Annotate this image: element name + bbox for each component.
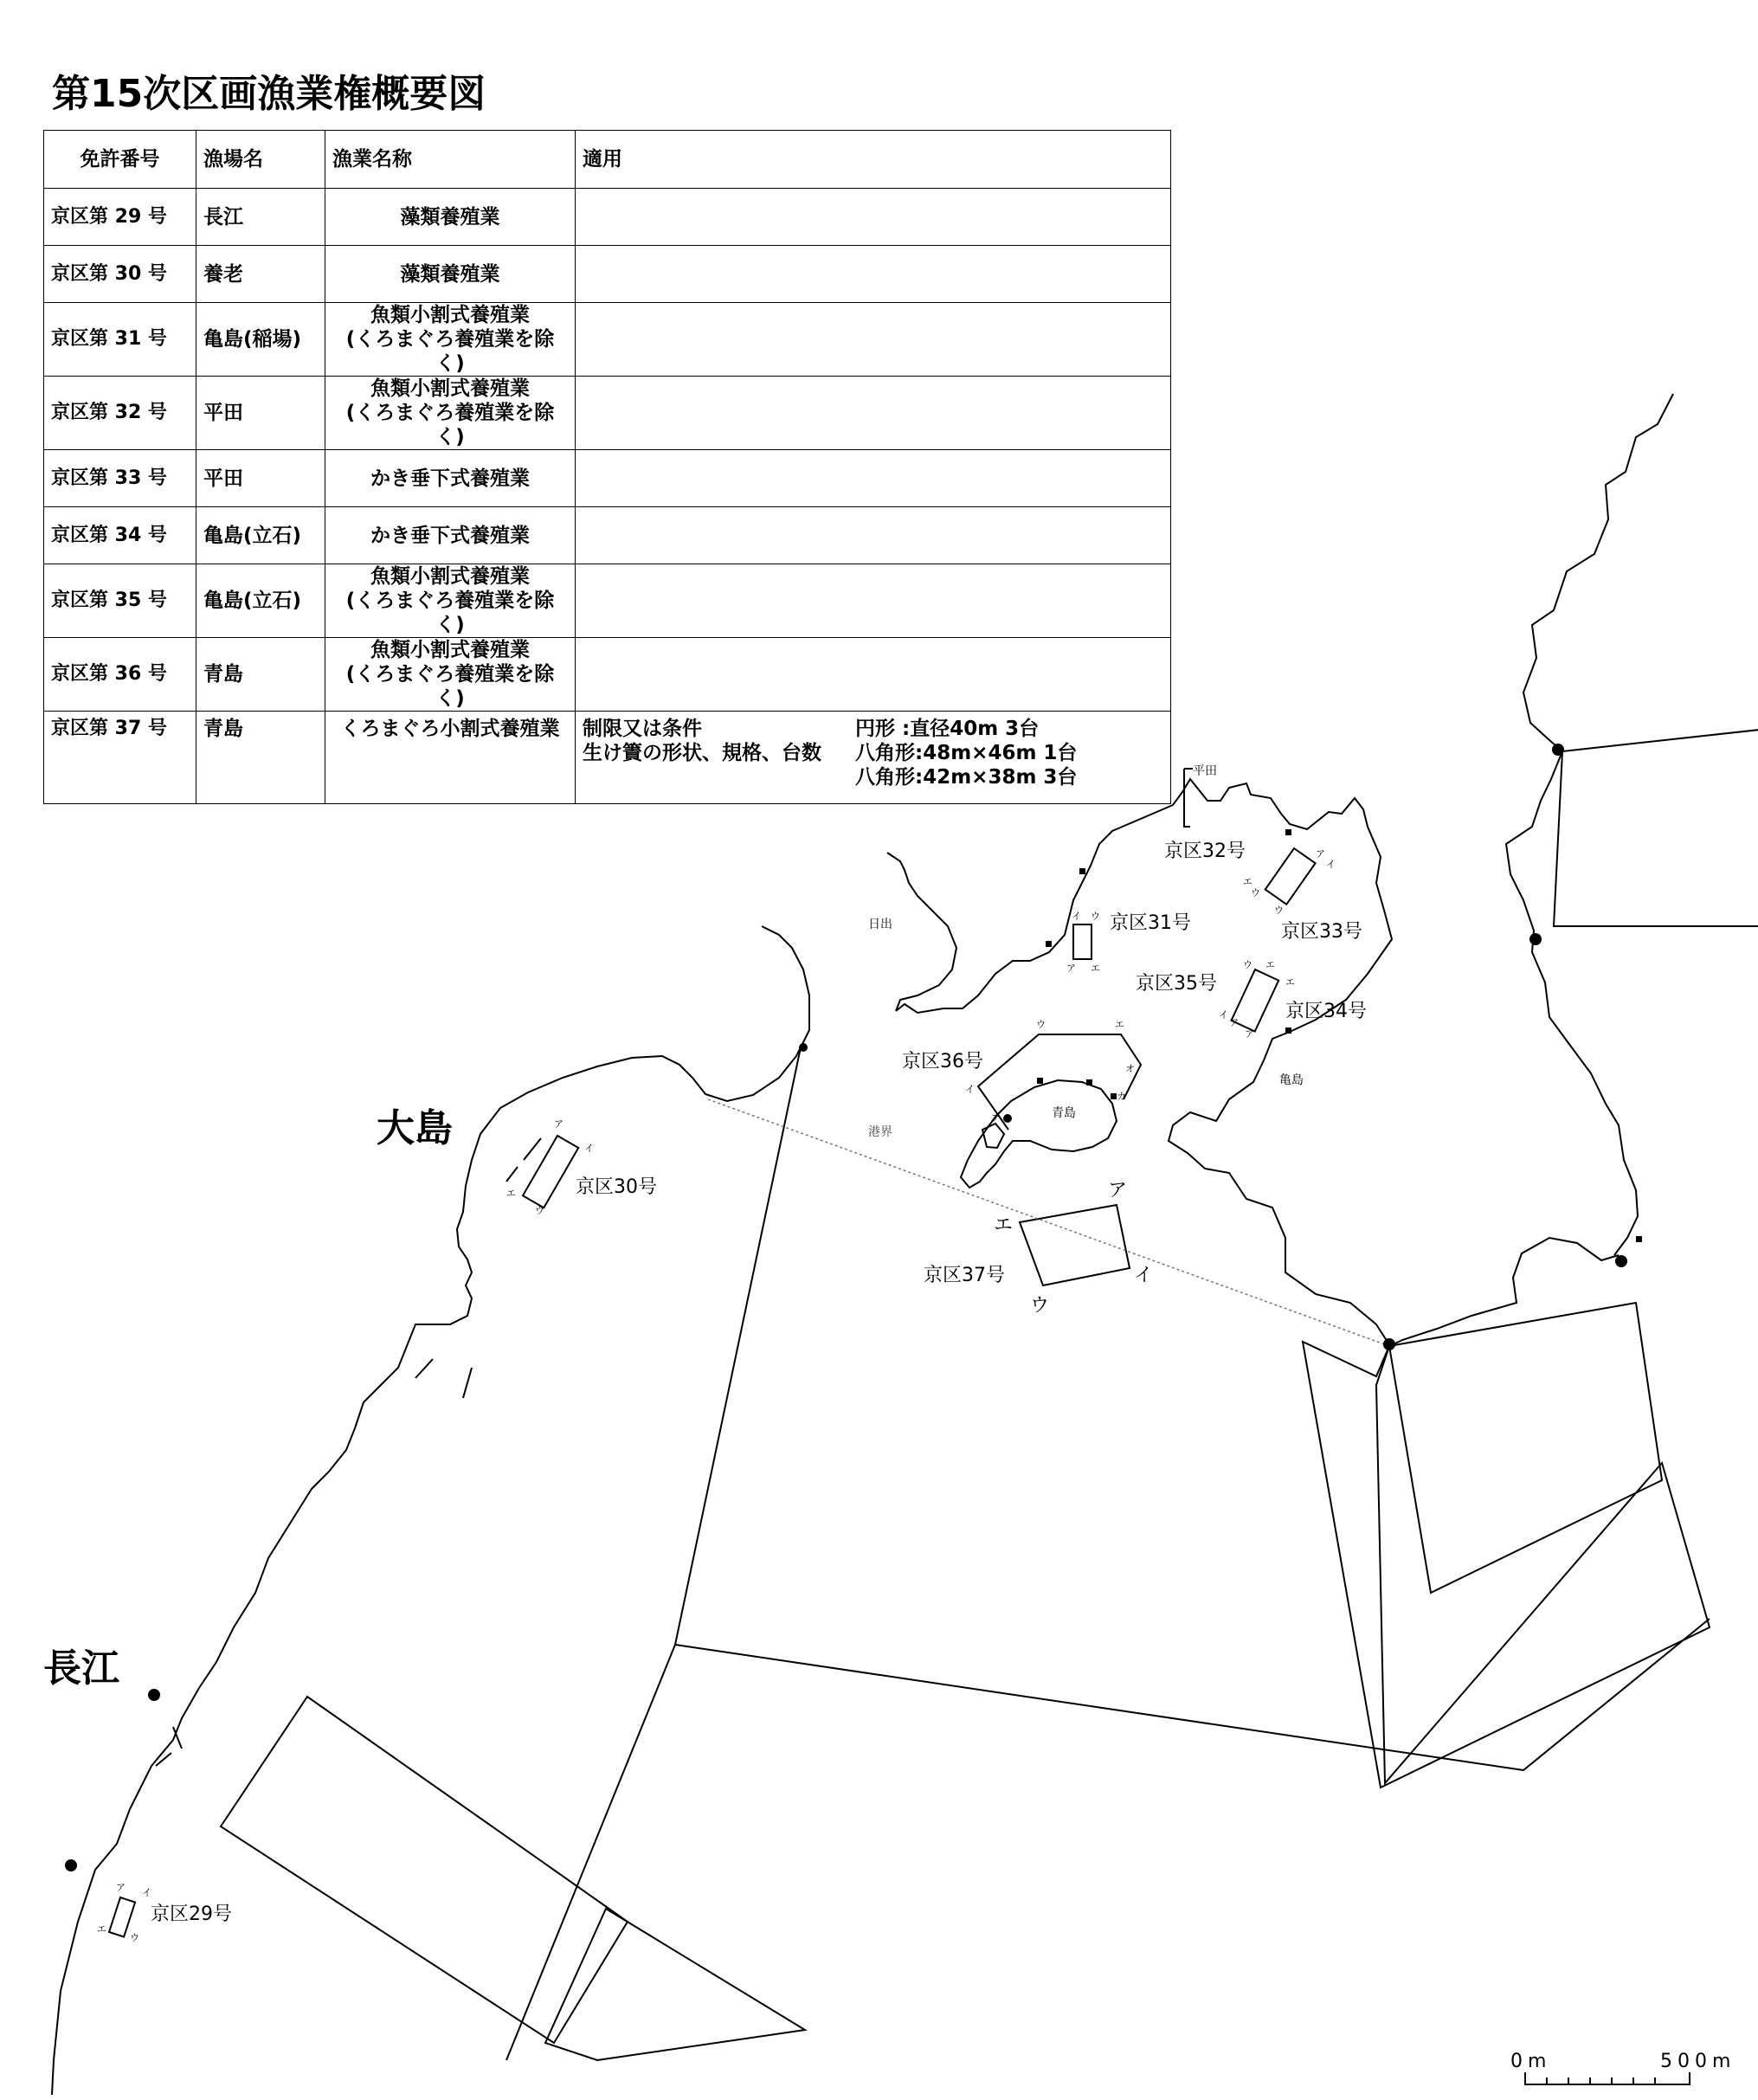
header-note: 適用 [576,131,1171,189]
breakwater [156,1753,171,1766]
zone-30-label: 京区30号 [576,1176,657,1198]
label-port-boundary: 港界 [868,1125,892,1139]
coastline-east [1506,394,1673,1255]
corner-u-36: ウ [1036,1019,1046,1030]
corner-e-34: エ [1285,976,1295,988]
spec-octagon-2: 八角形:42m×38m 3台 [855,766,1078,789]
breakwater [506,1167,518,1182]
cell-license-no: 京区第 31 号 [44,303,196,377]
cell-ground: 平田 [196,377,325,450]
corner-a-30: ア [554,1118,563,1130]
marker [1046,941,1052,947]
cell-ground: 養老 [196,246,325,303]
corner-u-29: ウ [130,1932,139,1943]
corner-u-33: ウ [1274,905,1284,916]
corner-i-36: イ [965,1084,975,1095]
cell-license-no: 京区第 33 号 [44,450,196,507]
zone-37-rect [1020,1205,1130,1285]
page-title: 第15次区画漁業権概要図 [52,72,486,116]
zone-29-rect [109,1897,135,1937]
hirata-marker [1184,769,1190,827]
note-condition: 制限又は条件 [583,718,702,740]
corner-u-35: ウ [1243,959,1252,970]
cell-type: 魚類小割式養殖業 (くろまぐろ養殖業を除く) [325,377,576,450]
cell-type: 魚類小割式養殖業 (くろまぐろ養殖業を除く) [325,638,576,712]
cell-type: かき垂下式養殖業 [325,450,576,507]
corner-i-37: イ [1134,1265,1154,1286]
place-aoshima: 青島 [1052,1106,1076,1120]
corner-i-32: イ [1326,859,1336,870]
cell-ground: 平田 [196,450,325,507]
header-ground: 漁場名 [196,131,325,189]
corner-e-32: エ [1243,876,1252,887]
cell-type: 藻類養殖業 [325,189,576,246]
cell-type: 魚類小割式養殖業 (くろまぐろ養殖業を除く) [325,303,576,377]
place-hiji: 日出 [868,918,892,931]
zone-29-label: 京区29号 [151,1904,232,1925]
boundary-point [799,1043,808,1052]
marker [1037,1078,1043,1084]
cell-ground: 亀島(立石) [196,507,325,564]
marker [1636,1236,1642,1242]
boundary-point [1383,1338,1395,1350]
zone-large-east-2 [1303,1342,1710,1788]
corner-u-30: ウ [535,1205,544,1216]
corner-a-32: ア [1316,848,1325,860]
zone-36-label: 京区36号 [902,1051,983,1073]
place-nagae: 長江 [43,1646,119,1691]
coastline-hiji [887,853,956,1011]
zone-32-rect [1265,848,1316,905]
breakwater [524,1138,541,1160]
breakwater [415,1359,433,1378]
zone-boundary-line [1554,751,1758,926]
corner-i-35: イ [1219,1009,1228,1021]
marker [1285,1027,1291,1034]
scale-start: 0m [1510,2051,1552,2072]
corner-i-30: イ [584,1143,594,1154]
marker [1079,868,1085,874]
corner-a-34: ア [1245,1028,1254,1040]
zone-large-east-1 [1389,1303,1662,1593]
cell-license-no: 京区第 29 号 [44,189,196,246]
cell-ground: 亀島(立石) [196,564,325,638]
corner-ka-36: カ [1117,1091,1126,1102]
zone-34-label: 京区34号 [1285,1001,1367,1022]
zone-37-label: 京区37号 [924,1265,1005,1286]
corner-e-35: エ [1265,959,1275,970]
zone-boundary-line [675,1619,1710,1770]
corner-e-30: エ [506,1188,516,1199]
boundary-point [65,1859,77,1871]
corner-a-37: ア [1108,1180,1128,1201]
aoshima-islet [982,1124,1004,1148]
corner-e-36: エ [1115,1019,1124,1030]
corner-a-31: ア [1066,963,1076,974]
zone-31-label: 京区31号 [1110,912,1191,934]
cell-license-no: 京区第 35 号 [44,564,196,638]
corner-i-29: イ [142,1887,151,1898]
corner-a-35: ア [1229,1017,1239,1028]
cell-type: くろまぐろ小割式養殖業 [325,712,576,804]
zone-33-label: 京区33号 [1281,921,1362,943]
corner-u-32: ウ [1251,887,1260,899]
cell-license-no: 京区第 30 号 [44,246,196,303]
cell-type: 魚類小割式養殖業 (くろまぐろ養殖業を除く) [325,564,576,638]
note-condition-detail: 生け簀の形状、規格、台数 [583,742,821,764]
cell-license-no: 京区第 32 号 [44,377,196,450]
scale-bar [1525,2072,1690,2084]
cell-ground: 亀島(稲場) [196,303,325,377]
marker [1111,1093,1117,1099]
boundary-point [1529,933,1542,945]
zone-31-rect [1073,924,1092,959]
corner-i-31: イ [1072,911,1081,922]
zone-boundary-line [506,1047,801,2060]
marker [1285,829,1291,835]
breakwater [463,1368,472,1398]
boundary-point [148,1689,160,1701]
zone-large-south-2 [545,1909,805,2060]
zone-35-label: 京区35号 [1136,973,1217,995]
corner-e-37: エ [994,1214,1014,1236]
place-hirata: 平田 [1193,764,1217,778]
place-kameshima: 亀島 [1279,1073,1304,1087]
coastline-kameshima [896,779,1619,1346]
cell-license-no: 京区第 37 号 [44,712,196,804]
cell-ground: 青島 [196,712,325,804]
zone-large-south [221,1697,628,2043]
corner-e-31: エ [1091,963,1100,974]
boundary-point [1003,1114,1012,1123]
cell-ground: 長江 [196,189,325,246]
zone-32-label: 京区32号 [1164,841,1246,862]
place-oshima: 大島 [377,1106,453,1150]
zone-boundary-line [1562,727,1758,751]
corner-o-36: オ [1125,1063,1135,1074]
zone-30-rect [523,1136,578,1208]
scale-end: 500m [1660,2051,1736,2072]
cell-license-no: 京区第 34 号 [44,507,196,564]
cell-type: 藻類養殖業 [325,246,576,303]
spec-circle: 円形 :直径40m 3台 [855,718,1040,740]
cell-license-no: 京区第 36 号 [44,638,196,712]
marker [1086,1079,1092,1085]
cell-type: かき垂下式養殖業 [325,507,576,564]
spec-octagon-1: 八角形:48m×46m 1台 [855,742,1078,764]
corner-e-29: エ [97,1923,106,1935]
boundary-point [1615,1255,1627,1267]
cell-ground: 青島 [196,638,325,712]
corner-a-29: ア [116,1882,126,1893]
header-type: 漁業名称 [325,131,576,189]
corner-a-36: ア [991,1112,1001,1124]
header-license-no: 免許番号 [44,131,196,189]
boundary-point [1552,744,1564,756]
corner-u-37: ウ [1030,1295,1050,1317]
corner-u-31: ウ [1091,911,1100,922]
